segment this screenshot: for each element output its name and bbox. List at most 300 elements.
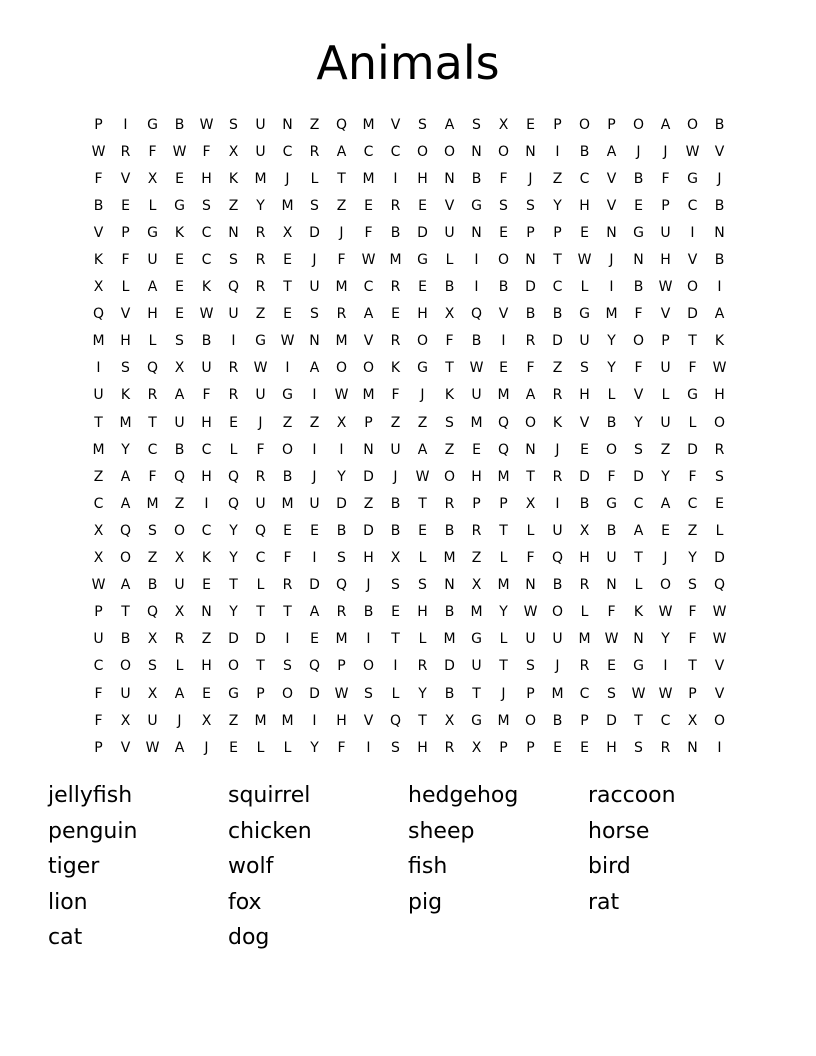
grid-letter: S <box>634 441 643 458</box>
grid-letter: R <box>174 631 185 648</box>
grid-letter: E <box>499 360 508 377</box>
grid-letter: W <box>577 252 592 269</box>
grid-letter: F <box>94 170 103 187</box>
grid-letter: C <box>687 197 698 214</box>
grid-letter: V <box>444 197 455 214</box>
grid-letter: U <box>444 224 455 241</box>
grid-letter: J <box>663 550 668 567</box>
grid-letter: Q <box>713 577 726 594</box>
grid-letter: D <box>579 468 590 485</box>
grid-letter: V <box>633 387 644 404</box>
grid-letter: B <box>444 685 455 702</box>
word-item: hedgehog <box>408 783 519 808</box>
grid-letter: N <box>228 224 239 241</box>
grid-letter: W <box>658 604 673 621</box>
grid-letter: X <box>174 604 185 621</box>
grid-letter: O <box>686 279 699 296</box>
grid-letter: E <box>310 631 319 648</box>
grid-letter: Y <box>418 685 427 702</box>
grid-letter: U <box>255 116 266 133</box>
grid-letter: A <box>174 739 185 756</box>
grid-letter: L <box>283 739 292 756</box>
grid-letter: W <box>604 631 619 648</box>
grid-letter: C <box>552 279 563 296</box>
grid-letter: M <box>362 116 375 133</box>
grid-letter: I <box>366 631 371 648</box>
grid-letter: E <box>661 522 670 539</box>
grid-letter: J <box>663 143 668 160</box>
grid-letter: X <box>471 577 482 594</box>
grid-letter: F <box>661 170 670 187</box>
grid-letter: H <box>417 604 428 621</box>
grid-letter: P <box>607 116 616 133</box>
grid-letter: E <box>175 279 184 296</box>
grid-letter: R <box>255 224 266 241</box>
word-item: chicken <box>228 818 312 844</box>
grid-letter: U <box>93 387 104 404</box>
grid-letter: H <box>579 550 590 567</box>
grid-letter: M <box>254 170 267 187</box>
grid-letter: W <box>334 387 349 404</box>
grid-letter: M <box>335 631 348 648</box>
grid-letter: K <box>174 224 185 241</box>
grid-letter: I <box>555 495 560 512</box>
grid-letter: C <box>687 495 698 512</box>
grid-letter: U <box>174 577 185 594</box>
grid-letter: N <box>444 170 455 187</box>
grid-letter: G <box>606 495 617 512</box>
grid-letter: J <box>312 468 317 485</box>
grid-letter: S <box>148 658 157 675</box>
grid-letter: G <box>417 360 428 377</box>
grid-letter: S <box>229 116 238 133</box>
grid-letter: L <box>634 577 643 594</box>
grid-letter: E <box>175 306 184 323</box>
grid-letter: L <box>499 631 508 648</box>
grid-letter: A <box>120 577 131 594</box>
grid-letter: E <box>364 197 373 214</box>
grid-letter: A <box>714 306 725 323</box>
grid-letter: K <box>201 279 212 296</box>
grid-letter: E <box>310 522 319 539</box>
grid-letter: I <box>96 360 101 377</box>
grid-letter: O <box>605 441 618 458</box>
grid-letter: O <box>335 360 348 377</box>
grid-letter: V <box>120 739 131 756</box>
grid-letter: J <box>204 739 209 756</box>
grid-letter: A <box>120 468 131 485</box>
grid-letter: O <box>551 604 564 621</box>
grid-letter: F <box>337 739 346 756</box>
grid-letter: U <box>552 631 563 648</box>
grid-letter: A <box>174 685 185 702</box>
grid-letter: P <box>526 685 535 702</box>
grid-letter: T <box>256 604 265 621</box>
grid-letter: O <box>632 333 645 350</box>
grid-letter: E <box>202 685 211 702</box>
grid-letter: Z <box>174 495 185 512</box>
grid-letter: V <box>660 306 671 323</box>
grid-letter: H <box>201 414 212 431</box>
word-item: raccoon <box>588 783 676 808</box>
grid-letter: J <box>636 143 641 160</box>
grid-letter: X <box>390 550 401 567</box>
grid-letter: W <box>199 306 214 323</box>
grid-letter: X <box>201 712 212 729</box>
grid-letter: U <box>660 414 671 431</box>
grid-letter: E <box>553 739 562 756</box>
grid-letter: Z <box>552 360 563 377</box>
grid-letter: I <box>555 143 560 160</box>
grid-letter: W <box>685 143 700 160</box>
grid-letter: B <box>282 468 293 485</box>
grid-letter: Z <box>201 631 212 648</box>
grid-letter: X <box>336 414 347 431</box>
grid-letter: X <box>444 712 455 729</box>
grid-letter: Z <box>336 197 347 214</box>
grid-letter: B <box>120 631 131 648</box>
grid-letter: N <box>606 577 617 594</box>
grid-letter: W <box>199 116 214 133</box>
grid-letter: W <box>712 604 727 621</box>
grid-letter: Q <box>308 658 321 675</box>
grid-letter: U <box>579 333 590 350</box>
grid-letter: F <box>121 252 130 269</box>
grid-letter: H <box>201 468 212 485</box>
grid-letter: E <box>391 604 400 621</box>
grid-letter: F <box>94 712 103 729</box>
grid-letter: X <box>174 550 185 567</box>
grid-letter: M <box>362 387 375 404</box>
grid-letter: E <box>634 197 643 214</box>
grid-letter: F <box>607 468 616 485</box>
grid-letter: B <box>606 522 617 539</box>
grid-letter: T <box>148 414 157 431</box>
grid-letter: W <box>361 252 376 269</box>
grid-letter: F <box>202 143 211 160</box>
grid-letter: Y <box>229 550 238 567</box>
grid-letter: J <box>420 387 425 404</box>
grid-letter: E <box>175 252 184 269</box>
grid-letter: I <box>339 441 344 458</box>
grid-letter: A <box>120 495 131 512</box>
grid-letter: M <box>605 306 618 323</box>
grid-letter: V <box>120 306 131 323</box>
grid-letter: X <box>228 143 239 160</box>
grid-letter: M <box>578 631 591 648</box>
grid-letter: S <box>391 577 400 594</box>
grid-letter: X <box>93 279 104 296</box>
grid-letter: A <box>336 143 347 160</box>
grid-letter: G <box>255 333 266 350</box>
grid-letter: C <box>579 170 590 187</box>
grid-letter: U <box>201 360 212 377</box>
grid-letter: J <box>258 414 263 431</box>
grid-letter: J <box>609 252 614 269</box>
grid-letter: G <box>174 197 185 214</box>
grid-letter: R <box>336 604 347 621</box>
grid-letter: Z <box>228 197 239 214</box>
word-item: fish <box>408 854 448 880</box>
grid-letter: C <box>201 441 212 458</box>
grid-letter: S <box>472 116 481 133</box>
grid-letter: E <box>418 279 427 296</box>
grid-letter: U <box>228 306 239 323</box>
grid-letter: P <box>94 604 103 621</box>
grid-letter: M <box>281 712 294 729</box>
grid-letter: A <box>147 279 158 296</box>
grid-letter: C <box>633 495 644 512</box>
grid-letter: B <box>525 306 536 323</box>
grid-letter: T <box>499 522 508 539</box>
grid-letter: N <box>525 577 536 594</box>
grid-letter: Y <box>310 739 319 756</box>
grid-letter: B <box>147 577 158 594</box>
grid-letter: M <box>497 712 510 729</box>
grid-letter: X <box>687 712 698 729</box>
grid-letter: G <box>147 116 158 133</box>
grid-letter: T <box>526 468 535 485</box>
grid-letter: C <box>363 279 374 296</box>
grid-letter: W <box>469 360 484 377</box>
grid-letter: M <box>497 577 510 594</box>
grid-letter: E <box>499 224 508 241</box>
grid-letter: F <box>391 387 400 404</box>
grid-letter: O <box>686 116 699 133</box>
grid-letter: N <box>444 577 455 594</box>
grid-letter: Z <box>471 550 482 567</box>
grid-letter: O <box>443 468 456 485</box>
word-item: dog <box>228 925 270 951</box>
grid-letter: Q <box>227 468 240 485</box>
grid-letter: I <box>717 279 722 296</box>
grid-letter: N <box>282 116 293 133</box>
grid-letter: S <box>580 360 589 377</box>
grid-letter: B <box>174 441 185 458</box>
grid-letter: V <box>363 333 374 350</box>
grid-letter: Z <box>417 414 428 431</box>
grid-letter: Y <box>553 197 562 214</box>
grid-letter: H <box>417 739 428 756</box>
grid-letter: N <box>471 143 482 160</box>
grid-letter: D <box>363 468 374 485</box>
grid-letter: J <box>366 577 371 594</box>
grid-letter: A <box>309 604 320 621</box>
grid-letter: B <box>714 252 725 269</box>
grid-letter: M <box>146 495 159 512</box>
grid-letter: F <box>202 387 211 404</box>
grid-letter: V <box>714 658 725 675</box>
grid-letter: U <box>606 550 617 567</box>
grid-letter: E <box>283 306 292 323</box>
grid-letter: H <box>606 739 617 756</box>
grid-letter: F <box>634 360 643 377</box>
grid-letter: M <box>443 550 456 567</box>
grid-letter: P <box>256 685 265 702</box>
grid-letter: M <box>281 197 294 214</box>
grid-letter: Z <box>552 170 563 187</box>
grid-letter: O <box>659 577 672 594</box>
grid-letter: P <box>580 712 589 729</box>
grid-letter: B <box>552 306 563 323</box>
grid-letter: V <box>390 116 401 133</box>
grid-letter: Q <box>227 279 240 296</box>
grid-letter: S <box>121 360 130 377</box>
page-title: Animals <box>316 36 500 90</box>
grid-letter: B <box>552 577 563 594</box>
grid-letter: H <box>660 252 671 269</box>
grid-letter: W <box>415 468 430 485</box>
grid-letter: D <box>687 306 698 323</box>
grid-letter: E <box>526 116 535 133</box>
grid-letter: B <box>714 197 725 214</box>
grid-letter: E <box>283 522 292 539</box>
grid-letter: N <box>525 143 536 160</box>
grid-letter: U <box>255 495 266 512</box>
grid-letter: R <box>255 252 266 269</box>
grid-letter: H <box>201 658 212 675</box>
grid-letter: A <box>525 387 536 404</box>
grid-letter: K <box>201 550 212 567</box>
grid-letter: J <box>528 170 533 187</box>
grid-letter: K <box>714 333 725 350</box>
grid-letter: Z <box>93 468 104 485</box>
grid-letter: F <box>445 333 454 350</box>
grid-letter: S <box>202 197 211 214</box>
grid-letter: U <box>120 685 131 702</box>
grid-letter: F <box>337 252 346 269</box>
grid-letter: S <box>607 685 616 702</box>
grid-letter: E <box>121 197 130 214</box>
grid-letter: H <box>147 306 158 323</box>
grid-letter: D <box>606 712 617 729</box>
grid-letter: I <box>474 279 479 296</box>
grid-letter: B <box>606 414 617 431</box>
grid-letter: T <box>121 604 130 621</box>
grid-letter: O <box>281 685 294 702</box>
grid-letter: P <box>526 739 535 756</box>
grid-letter: J <box>555 658 560 675</box>
word-item: horse <box>588 818 650 844</box>
grid-letter: Y <box>607 360 616 377</box>
grid-letter: D <box>417 224 428 241</box>
grid-letter: G <box>633 224 644 241</box>
grid-letter: X <box>93 522 104 539</box>
grid-letter: F <box>256 441 265 458</box>
grid-letter: R <box>228 387 239 404</box>
grid-letter: B <box>363 604 374 621</box>
grid-letter: Y <box>256 197 265 214</box>
grid-letter: R <box>714 441 725 458</box>
grid-letter: S <box>364 685 373 702</box>
grid-letter: I <box>609 279 614 296</box>
grid-letter: K <box>120 387 131 404</box>
grid-letter: I <box>312 712 317 729</box>
grid-letter: B <box>579 495 590 512</box>
grid-letter: D <box>228 631 239 648</box>
grid-letter: J <box>285 170 290 187</box>
grid-letter: J <box>555 441 560 458</box>
grid-letter: T <box>337 170 346 187</box>
grid-letter: G <box>471 631 482 648</box>
grid-letter: Q <box>497 441 510 458</box>
grid-letter: C <box>660 712 671 729</box>
grid-letter: K <box>552 414 563 431</box>
grid-letter: H <box>363 550 374 567</box>
grid-letter: S <box>229 252 238 269</box>
grid-letter: L <box>148 197 157 214</box>
grid-letter: U <box>309 279 320 296</box>
grid-letter: S <box>175 333 184 350</box>
word-item: cat <box>48 925 83 951</box>
grid-letter: R <box>552 468 563 485</box>
grid-letter: X <box>147 685 158 702</box>
grid-letter: L <box>391 685 400 702</box>
grid-letter: I <box>204 495 209 512</box>
grid-letter: J <box>339 224 344 241</box>
word-item: pig <box>408 889 443 915</box>
grid-letter: D <box>687 441 698 458</box>
grid-letter: P <box>364 414 373 431</box>
grid-letter: O <box>362 360 375 377</box>
grid-letter: O <box>362 658 375 675</box>
grid-letter: E <box>418 197 427 214</box>
grid-letter: M <box>92 333 105 350</box>
grid-letter: U <box>147 712 158 729</box>
grid-letter: Y <box>661 631 670 648</box>
grid-letter: F <box>499 170 508 187</box>
grid-letter: W <box>712 631 727 648</box>
grid-letter: G <box>633 658 644 675</box>
grid-letter: X <box>120 712 131 729</box>
grid-letter: I <box>717 739 722 756</box>
grid-letter: X <box>147 170 158 187</box>
grid-letter: T <box>283 604 292 621</box>
grid-letter: C <box>201 252 212 269</box>
grid-letter: G <box>471 197 482 214</box>
grid-letter: N <box>525 441 536 458</box>
grid-letter: A <box>174 387 185 404</box>
grid-letter: W <box>280 333 295 350</box>
grid-letter: U <box>660 224 671 241</box>
grid-letter: B <box>579 143 590 160</box>
grid-letter: H <box>417 170 428 187</box>
grid-letter: B <box>633 279 644 296</box>
grid-letter: S <box>418 116 427 133</box>
grid-letter: X <box>282 224 293 241</box>
grid-letter: Z <box>228 712 239 729</box>
grid-letter: X <box>174 360 185 377</box>
grid-letter: V <box>120 170 131 187</box>
grid-letter: E <box>229 739 238 756</box>
grid-letter: A <box>660 116 671 133</box>
grid-letter: R <box>579 577 590 594</box>
word-item: bird <box>588 854 631 880</box>
grid-letter: B <box>390 522 401 539</box>
grid-letter: H <box>417 306 428 323</box>
grid-letter: R <box>579 658 590 675</box>
grid-letter: R <box>552 387 563 404</box>
grid-letter: I <box>690 224 695 241</box>
grid-letter: Y <box>634 414 643 431</box>
grid-letter: G <box>687 387 698 404</box>
grid-letter: R <box>255 279 266 296</box>
grid-letter: M <box>335 279 348 296</box>
grid-letter: Q <box>146 604 159 621</box>
grid-letter: P <box>661 197 670 214</box>
grid-letter: F <box>688 604 697 621</box>
grid-letter: J <box>177 712 182 729</box>
